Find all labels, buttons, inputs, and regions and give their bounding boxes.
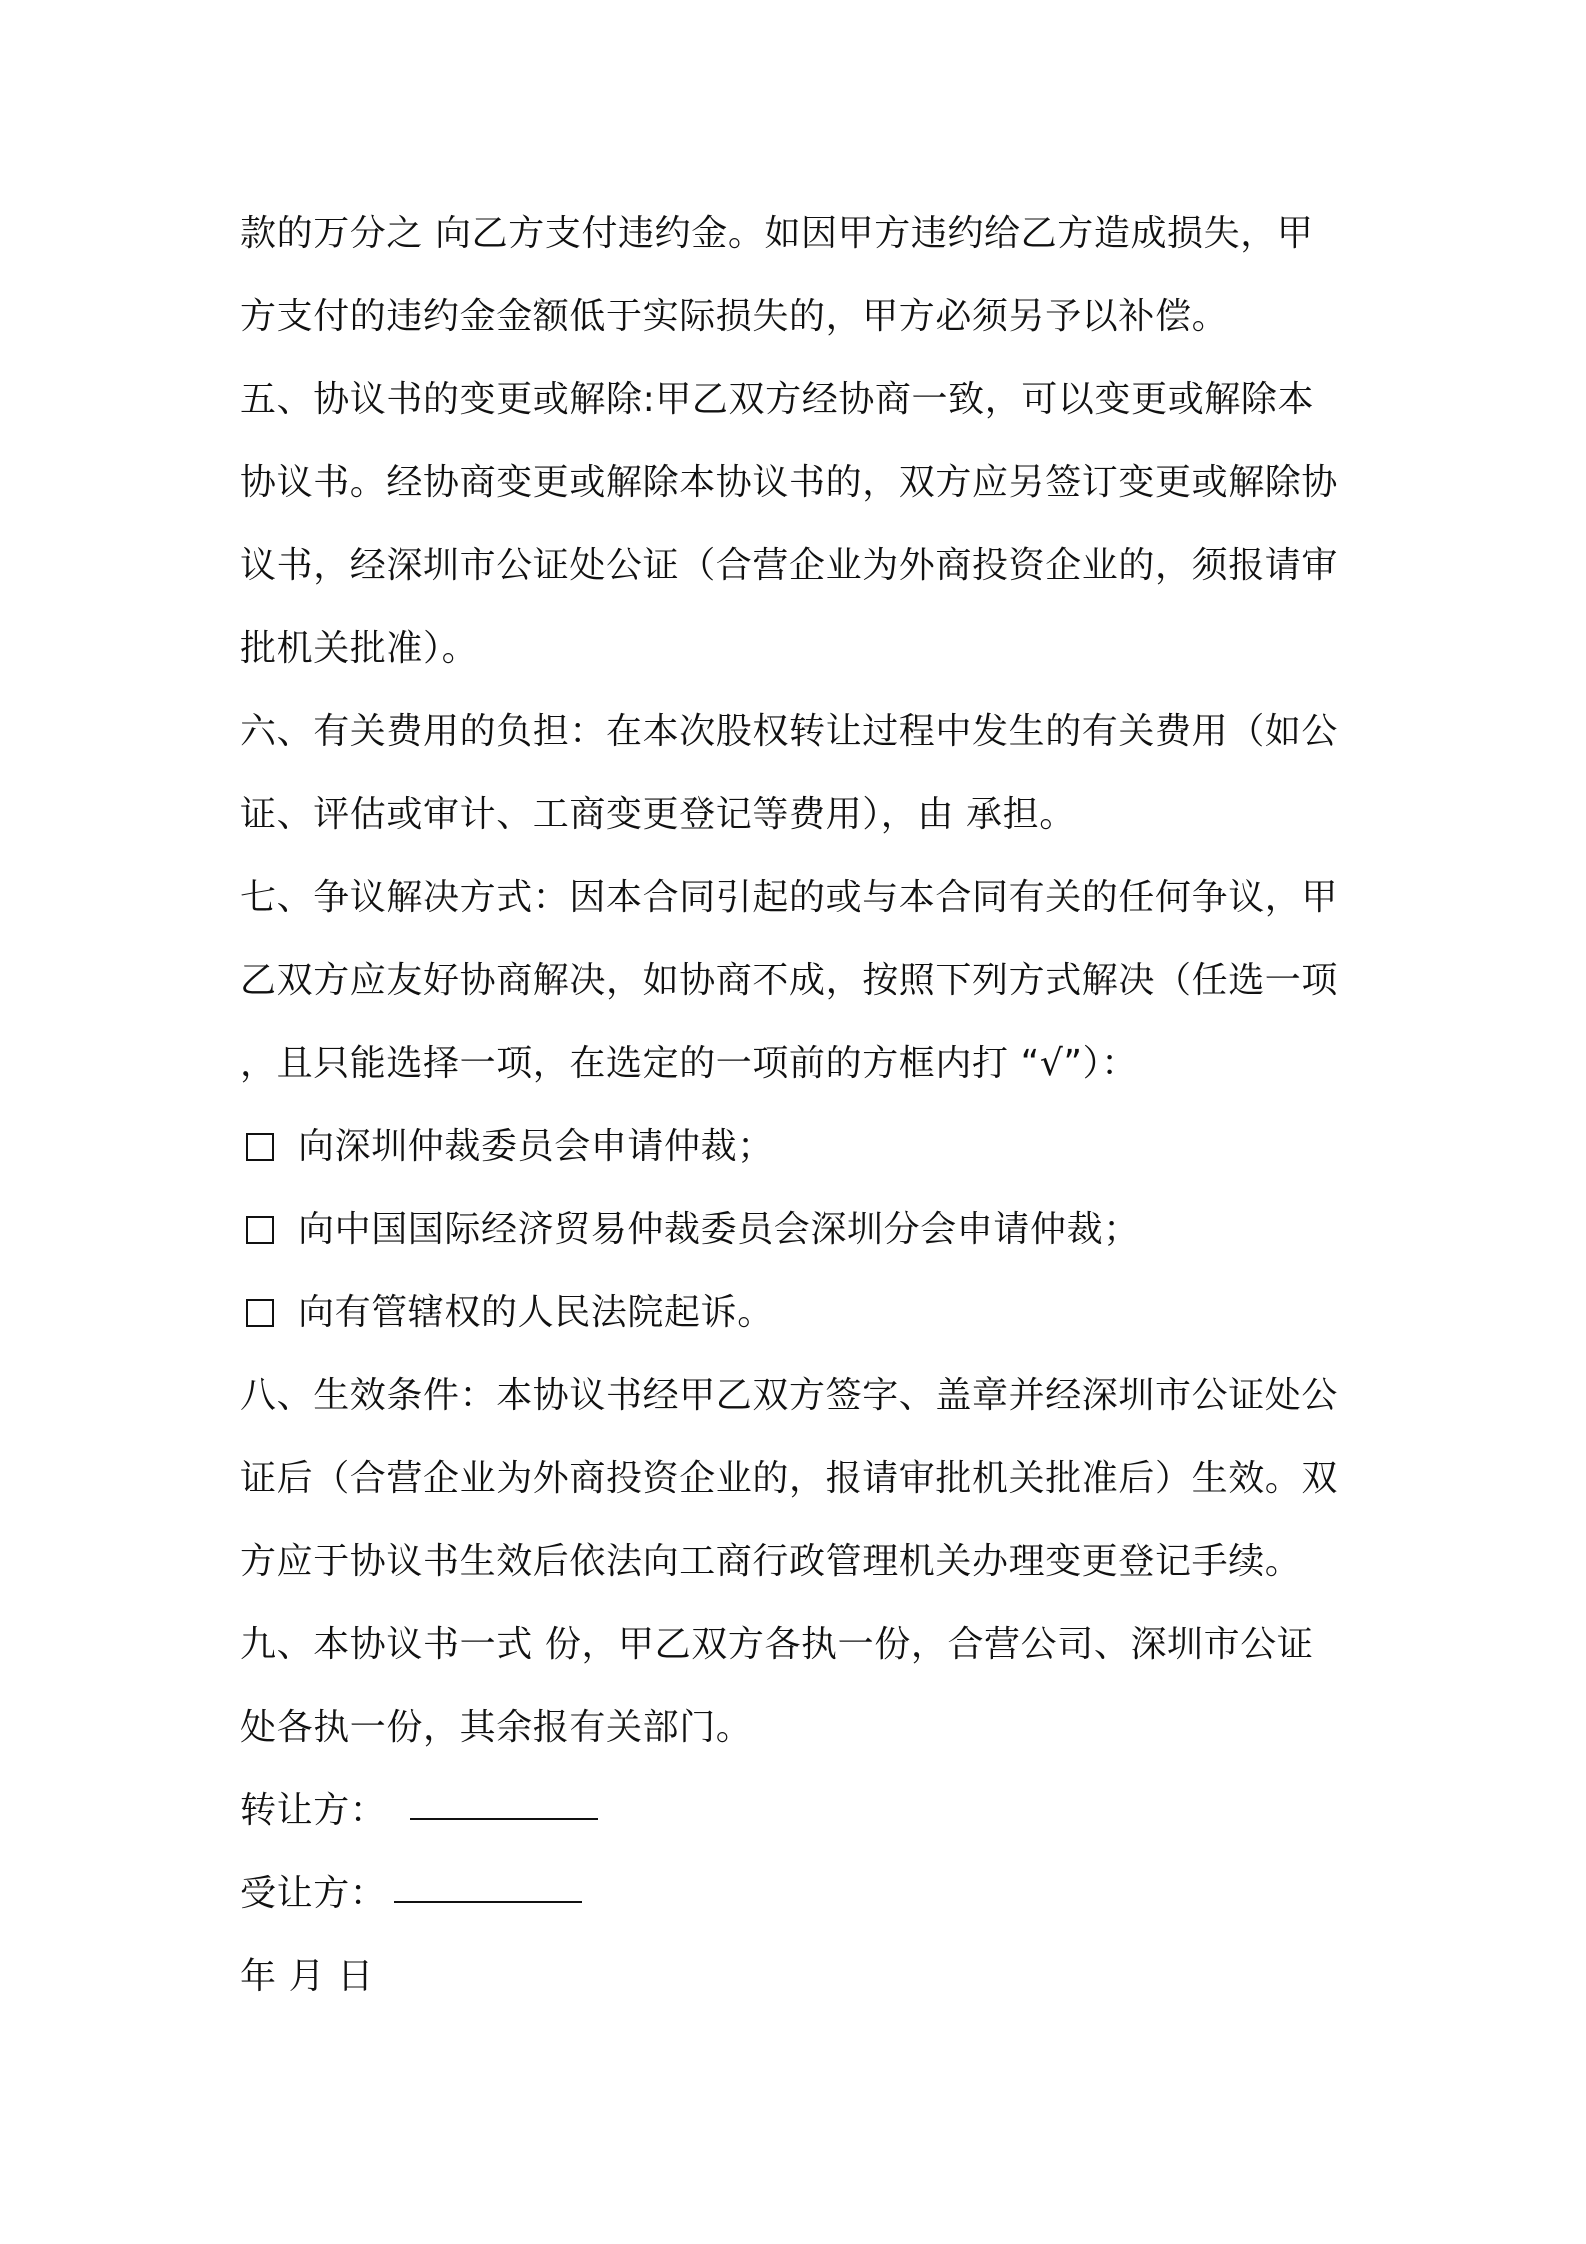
paragraph-line: 六、有关费用的负担：在本次股权转让过程中发生的有关费用（如公	[240, 711, 1339, 752]
paragraph-line: 九、本协议书一式 份，甲乙双方各执一份，合营公司、深圳市公证	[240, 1624, 1314, 1665]
paragraph-line: 五、协议书的变更或解除:甲乙双方经协商一致，可以变更或解除本	[240, 379, 1315, 420]
transferor-label: 转让方：	[240, 1790, 387, 1831]
paragraph-line: ，且只能选择一项，在选定的一项前的方框内打 “√”）：	[240, 1043, 1138, 1084]
option-arbitration-shenzhen[interactable]	[240, 1105, 1360, 1188]
option-label: 向有管辖权的人民法院起诉。	[298, 1292, 774, 1333]
paragraph-line: 款的万分之 向乙方支付违约金。如因甲方违约给乙方造成损失，甲	[240, 213, 1314, 254]
paragraph-line: 乙双方应友好协商解决，如协商不成，按照下列方式解决（任选一项	[240, 960, 1339, 1001]
transferee-signature	[240, 1852, 1360, 1935]
date-line: 年 月 日	[240, 1956, 374, 1997]
transferee-label: 受让方：	[240, 1873, 387, 1914]
paragraph-line: 议书，经深圳市公证处公证（合营企业为外商投资企业的，须报请审	[240, 545, 1339, 586]
checkbox[interactable]	[246, 1216, 274, 1244]
paragraph-line: 协议书。经协商变更或解除本协议书的，双方应另签订变更或解除协	[240, 462, 1339, 503]
option-court[interactable]	[240, 1271, 1360, 1354]
paragraph-line: 处各执一份，其余报有关部门。	[240, 1707, 753, 1748]
paragraph-line: 方应于协议书生效后依法向工商行政管理机关办理变更登记手续。	[240, 1541, 1302, 1582]
transferee-blank[interactable]	[394, 1877, 582, 1903]
transferor-signature	[240, 1769, 1360, 1852]
option-label: 向深圳仲裁委员会申请仲裁；	[298, 1126, 774, 1167]
transferor-blank[interactable]	[410, 1794, 598, 1820]
paragraph-line: 批机关批准）。	[240, 628, 479, 669]
paragraph-line: 方支付的违约金金额低于实际损失的，甲方必须另予以补偿。	[240, 296, 1229, 337]
paragraph-line: 八、生效条件：本协议书经甲乙双方签字、盖章并经深圳市公证处公	[240, 1375, 1339, 1416]
option-label: 向中国国际经济贸易仲裁委员会深圳分会申请仲裁；	[298, 1209, 1140, 1250]
document-body	[240, 192, 1360, 2018]
checkbox[interactable]	[246, 1299, 274, 1327]
paragraph-line: 证后（合营企业为外商投资企业的，报请审批机关批准后）生效。双	[240, 1458, 1339, 1499]
paragraph-line: 七、争议解决方式：因本合同引起的或与本合同有关的任何争议，甲	[240, 877, 1339, 918]
option-arbitration-cietac[interactable]	[240, 1188, 1360, 1271]
checkbox[interactable]	[246, 1133, 274, 1161]
paragraph-line: 证、评估或审计、工商变更登记等费用），由 承担。	[240, 794, 1076, 835]
